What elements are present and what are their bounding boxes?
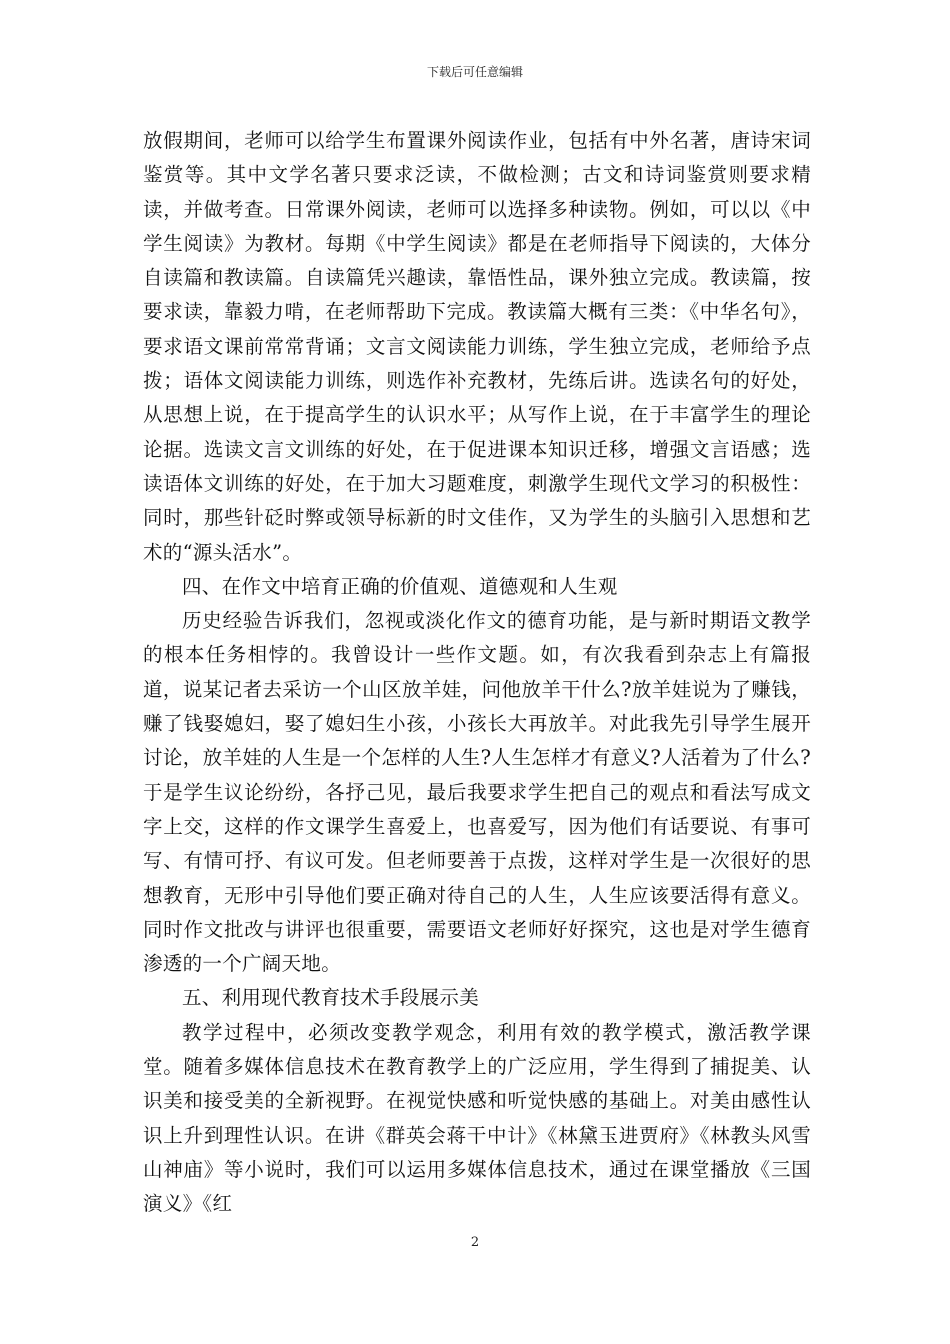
paragraph-reading-assignment: 放假期间，老师可以给学生布置课外阅读作业，包括有中外名著，唐诗宋词鉴赏等。其中文学名著只要求泛读，不做检测；古文和诗词鉴赏则要求精读，并做考查。日常课外阅读，老师可以选择多种读物。例如，可以以《中学生阅读》为教材。每期《中学生阅读》都是在老师指导下阅读的，大体分自读篇和教读篇。自读篇凭兴趣读，靠悟性品，课外独立完成。教读篇，按要求读，靠毅力啃，在老师帮助下完成。教读篇大概有三类：《中华名句》，要求语文课前常常背诵；文言文阅读能力训练，学生独立完成，老师给予点拨；语体文阅读能力训练，则选作补充教材，先练后讲。选读名句的好处，从思想上说，在于提高学生的认识水平；从写作上说，在于丰富学生的理论论据。选读文言文训练的好处，在于促进课本知识迁移，增强文言语感；选读语体文训练的好处，在于加大习题难度，刺激学生现代文学习的积极性：同时，那些针砭时弊或领导标新的时文佳作，又为学生的头脑引入思想和艺术的“源头活水”。 (143, 129, 811, 564)
page-header: 下载后可任意编辑 (426, 65, 523, 79)
paragraph-multimedia: 教学过程中，必须改变教学观念，利用有效的教学模式，激活教学课堂。随着多媒体信息技术在教育教学上的广泛应用，学生得到了捕捉美、认识美和接受美的全新视野。在视觉快感和听觉快感的基础上。对美由感性认识上升到理性认识。在讲《群英会蒋干中计》《林黛玉进贾府》《林教头风雪山神庙》等小说时，我们可以运用多媒体信息技术，通过在课堂播放《三国演义》《红 (143, 1020, 811, 1216)
section-heading-five: 五、利用现代教育技术手段展示美 (182, 986, 480, 1010)
paragraph-moral-education: 历史经验告诉我们，忽视或淡化作文的德育功能，是与新时期语文教学的根本任务相悖的。我曾设计一些作文题。如，有次我看到杂志上有篇报道，说某记者去采访一个山区放羊娃，问他放羊干什么?放羊娃说为了赚钱，赚了钱娶媳妇，娶了媳妇生小孩，小孩长大再放羊。对此我先引导学生展开讨论，放羊娃的人生是一个怎样的人生?人生怎样才有意义?人活着为了什么?于是学生议论纷纷，各抒己见，最后我要求学生把自己的观点和看法写成文字上交，这样的作文课学生喜爱上，也喜爱写，因为他们有话要说、有事可写、有情可抒、有议可发。但老师要善于点拨，这样对学生是一次很好的思想教育，无形中引导他们要正确对待自己的人生，人生应该要活得有意义。同时作文批改与讲评也很重要，需要语文老师好好探究，这也是对学生德育渗透的一个广阔天地。 (143, 609, 811, 976)
page-number: 2 (470, 1235, 480, 1250)
section-heading-four: 四、在作文中培育正确的价值观、道德观和人生观 (182, 574, 618, 598)
document-body (143, 124, 811, 1222)
